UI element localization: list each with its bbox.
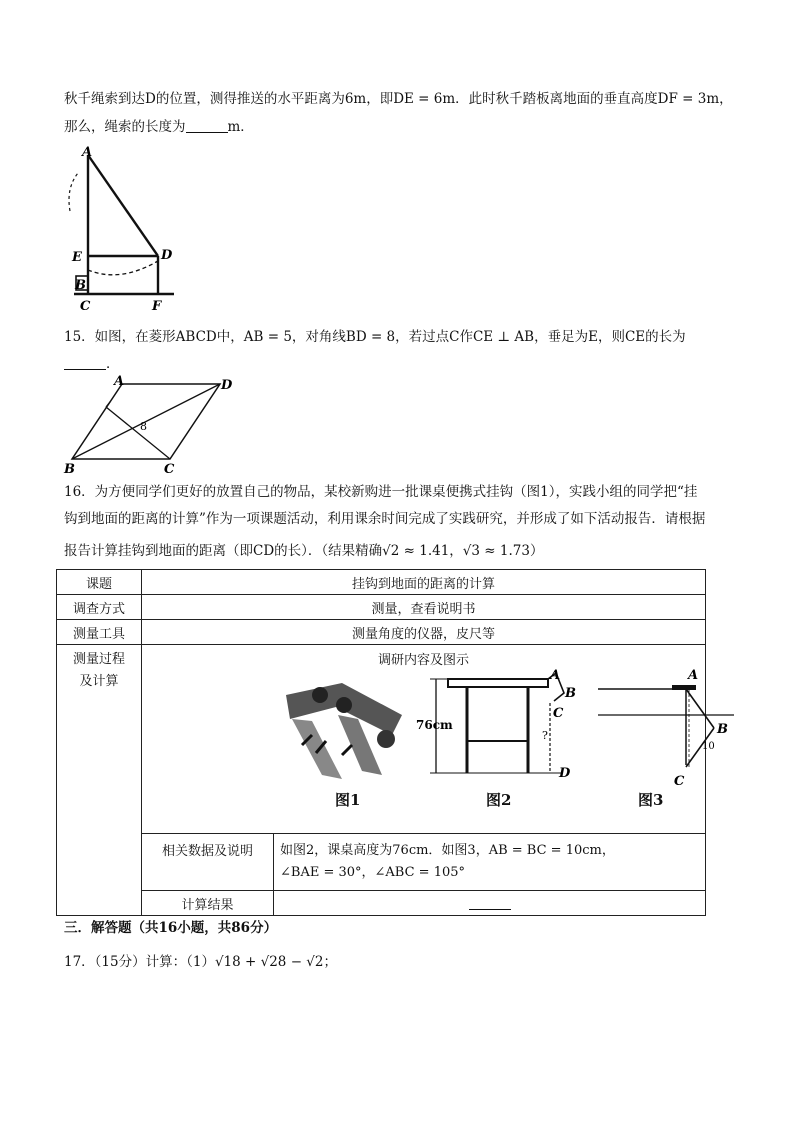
section3-heading: 三．解答题（共16小题，共86分） — [64, 920, 278, 936]
q16-text-line1: 16．为方便同学们更好的放置自己的物品，某校新购进一批课桌便携式挂钩（图1），实践小组的同学把“挂 — [64, 484, 698, 500]
rhombus-figure — [60, 374, 240, 476]
q14-line2-suffix: m． — [227, 119, 254, 135]
q16-text-line2: 钩到地面的距离的计算”作为一项课题活动，利用课余时间完成了实践研究，并形成了如下活动报告．请根据 — [64, 511, 706, 527]
q14-line2-prefix: 那么，绳索的长度为 — [64, 119, 186, 135]
table-value-result — [274, 891, 706, 916]
table-label-result: 计算结果 — [142, 891, 274, 916]
q15-line2-suffix: ． — [106, 356, 120, 372]
label-question: ? — [542, 729, 548, 742]
q14-text-line2 — [64, 117, 254, 137]
process-label-text: 测量过程及计算 — [72, 652, 125, 689]
label-d: D — [161, 248, 173, 263]
label-c: C — [674, 774, 685, 789]
label-f: F — [152, 299, 162, 314]
label-c: C — [80, 299, 91, 314]
label-d: D — [221, 378, 233, 393]
label-b: B — [64, 462, 75, 477]
label-ten: 10 — [702, 741, 715, 752]
report-table — [56, 569, 728, 916]
table-label-data: 相关数据及说明 — [142, 834, 274, 891]
label-8: 8 — [140, 420, 147, 433]
swing-figure — [60, 143, 180, 315]
desk-top — [448, 679, 548, 687]
table-value-data — [274, 834, 706, 891]
label-a: A — [82, 145, 93, 160]
arc-left — [69, 173, 78, 211]
figure1-caption: 图1 — [335, 791, 361, 809]
table-label-process — [57, 645, 142, 916]
figure2-desk — [416, 667, 582, 791]
process-header: 调研内容及图示 — [377, 653, 469, 668]
rope-slanted — [88, 155, 158, 256]
hook-3 — [377, 730, 395, 748]
table-value-topic: 挂钩到地面的距离的计算 — [142, 570, 706, 595]
figure2-caption: 图2 — [486, 791, 512, 809]
table-value-method: 测量，查看说明书 — [142, 595, 706, 620]
q15-text-line1: 15．如图，在菱形ABCD中，AB = 5，对角线BD = 8，若过点C作CE ⊥ AB，垂足为E，则CE的长为 — [64, 329, 686, 345]
table-label-method: 调查方式 — [57, 595, 142, 620]
figure3-caption: 图3 — [638, 791, 664, 809]
answer-blank — [186, 118, 228, 133]
segment-ab — [686, 689, 714, 728]
hook-2 — [336, 697, 352, 713]
figures-cell — [142, 645, 728, 834]
swing-arc — [88, 261, 158, 275]
answer-blank — [469, 895, 511, 910]
label-c: C — [164, 462, 175, 477]
answer-blank — [64, 355, 106, 370]
label-e: E — [72, 250, 82, 265]
label-b: B — [565, 686, 576, 701]
table-value-tools: 测量角度的仪器，皮尺等 — [142, 620, 706, 645]
q14-text-line1: 秋千绳索到达D的位置，测得推送的水平距离为6m，即DE = 6m．此时秋千踏板离地面的垂直高度DF = 3m， — [64, 91, 733, 107]
label-d: D — [559, 766, 571, 781]
label-c: C — [553, 706, 564, 721]
q16-text-line3: 报告计算挂钩到地面的距离（即CD的长）．（结果精确√2 ≈ 1.41，√3 ≈ 1.73） — [64, 543, 544, 559]
hook-1 — [312, 687, 328, 703]
label-b: B — [75, 278, 86, 293]
data-line1: 如图2，课桌高度为76cm．如图3，AB = BC = 10cm， — [280, 843, 615, 858]
label-a: A — [114, 374, 125, 389]
label-b: B — [717, 722, 728, 737]
height-label: 76cm — [416, 718, 453, 732]
figure1-photo — [282, 675, 410, 785]
data-line2: ∠BAE = 30°，∠ABC = 105° — [280, 865, 466, 880]
clamp — [672, 685, 696, 690]
figure3-hook — [594, 665, 774, 793]
label-a: A — [688, 668, 699, 683]
table-label-topic: 课题 — [57, 570, 142, 595]
q17-text: 17．（15分）计算：（1）√18 + √28 − √2； — [64, 954, 337, 970]
q15-text-line2 — [64, 354, 120, 374]
label-a: A — [550, 668, 561, 683]
table-label-tools: 测量工具 — [57, 620, 142, 645]
